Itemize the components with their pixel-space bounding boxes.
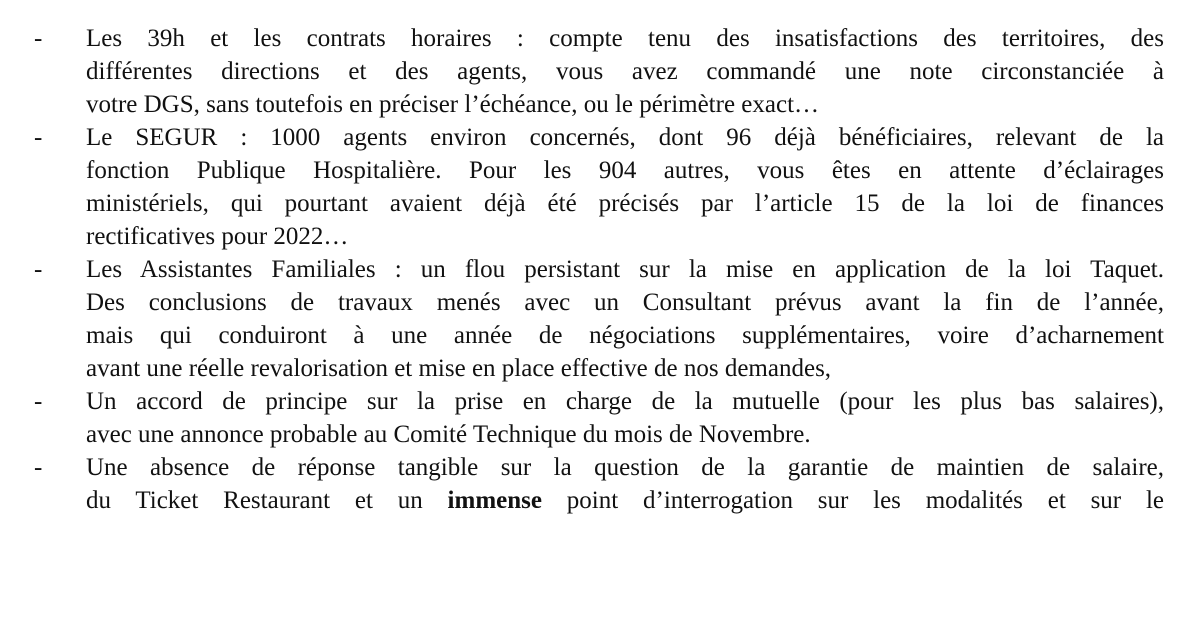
list-item: [34, 385, 1164, 451]
bullet-list: [34, 22, 1164, 517]
text-line: différentes directions et des agents, vous avez commandé une note circonstanciée à: [86, 58, 1164, 85]
text-line: Les 39h et les contrats horaires : compte tenu des insatisfactions des territoires, des: [86, 25, 1164, 52]
text-line: mais qui conduiront à une année de négociations supplémentaires, voire d’acharnement: [86, 322, 1164, 349]
text-line: avec une annonce probable au Comité Technique du mois de Novembre.: [86, 421, 811, 448]
list-item: [34, 22, 1164, 121]
text-line: Une absence de réponse tangible sur la question de la garantie de maintien de salaire,: [86, 454, 1164, 481]
text-line: Des conclusions de travaux menés avec un Consultant prévus avant la fin de l’année,: [86, 289, 1164, 316]
text-line: ministériels, qui pourtant avaient déjà été précisés par l’article 15 de la loi de finances: [86, 190, 1164, 217]
text-line: Les Assistantes Familiales : un flou persistant sur la mise en application de la loi Taquet.: [86, 256, 1164, 283]
list-item: [34, 253, 1164, 385]
text-line: fonction Publique Hospitalière. Pour les 904 autres, vous êtes en attente d’éclairages: [86, 157, 1164, 184]
bullet-dash: -: [34, 124, 43, 151]
text-fragment: du Ticket Restaurant et un: [86, 487, 448, 514]
text-line: Le SEGUR : 1000 agents environ concernés, dont 96 déjà bénéficiaires, relevant de la: [86, 124, 1164, 151]
text-fragment: point d’interrogation sur les modalités et sur le: [541, 487, 1164, 514]
list-item: [34, 121, 1164, 253]
text-line: [86, 484, 1164, 517]
text-line: Un accord de principe sur la prise en charge de la mutuelle (pour les plus bas salaires),: [86, 388, 1164, 415]
list-item: [34, 451, 1164, 517]
text-line: votre DGS, sans toutefois en préciser l’échéance, ou le périmètre exact…: [86, 91, 820, 118]
text-line: rectificatives pour 2022…: [86, 223, 349, 250]
text-line: avant une réelle revalorisation et mise en place effective de nos demandes,: [86, 355, 832, 382]
bullet-dash: -: [34, 388, 43, 415]
bullet-dash: -: [34, 256, 43, 283]
bullet-dash: -: [34, 454, 43, 481]
bullet-dash: -: [34, 25, 43, 52]
emphasis-text: immense: [447, 487, 542, 514]
